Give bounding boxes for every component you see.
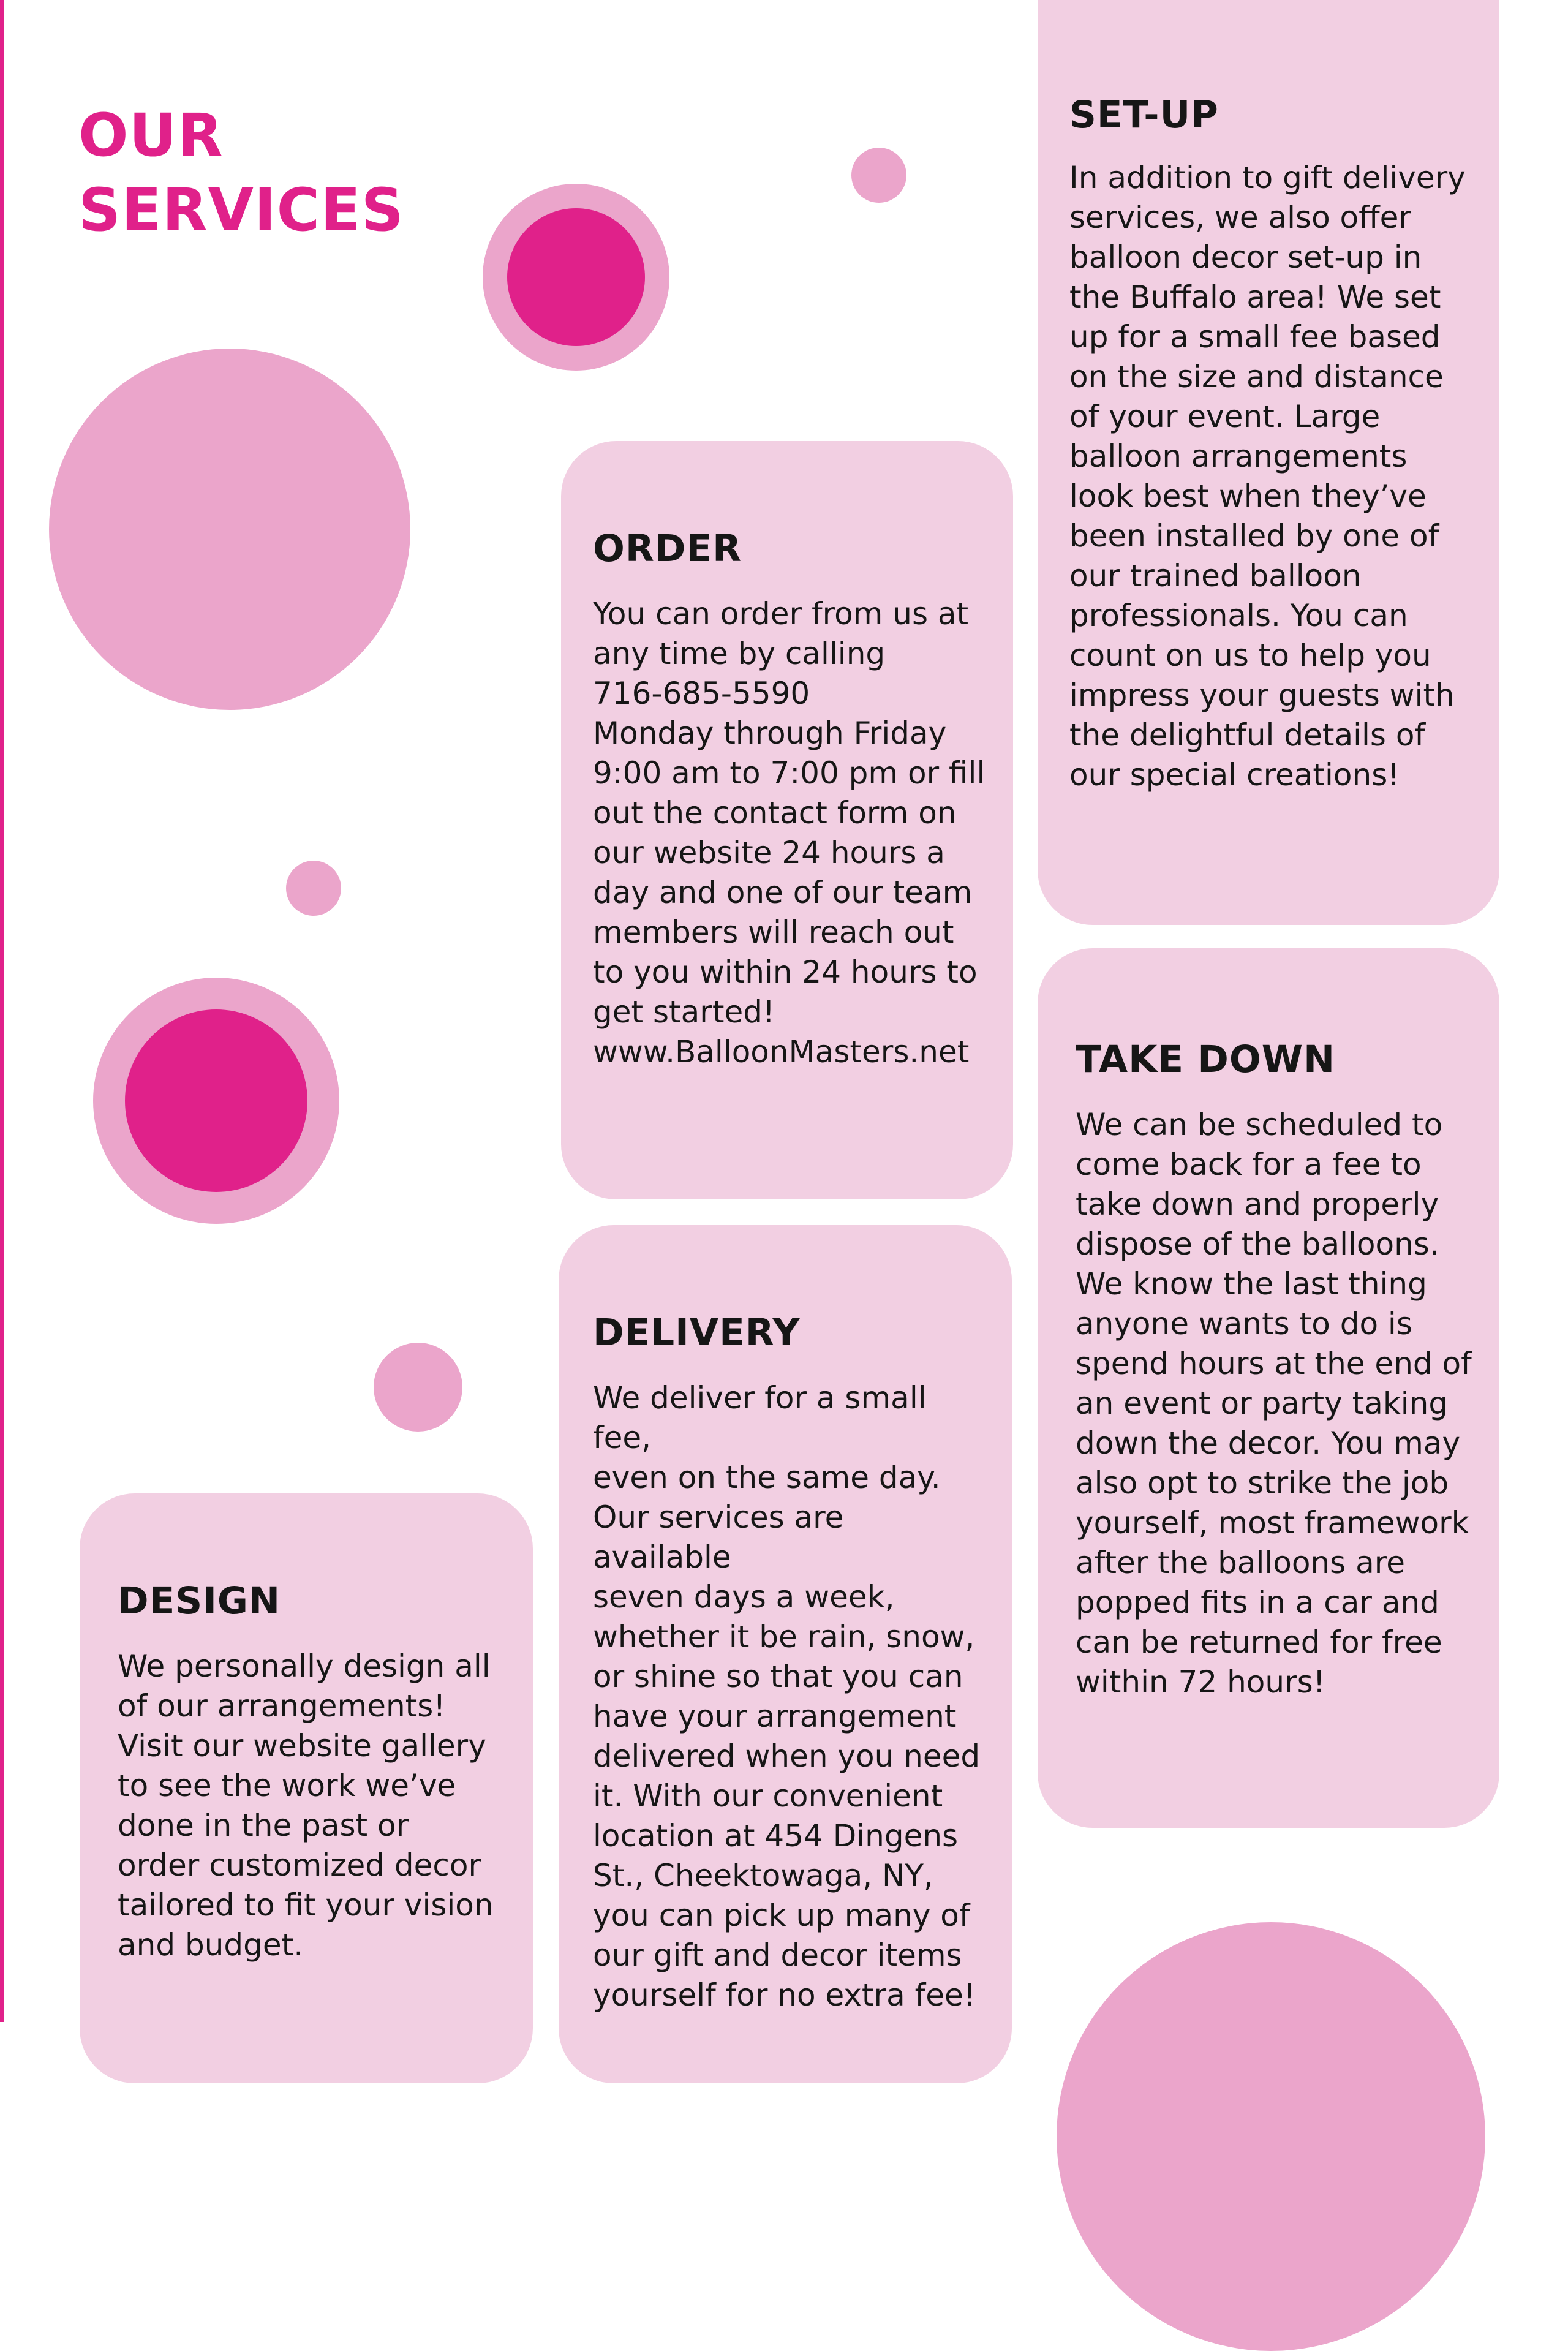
service-body-setup: In addition to gift delivery services, we also offer balloon decor set-up in the Buffalo area! We set up for a small fee based on the size and distance of your event. Large balloon arrangements look best when they’ve been installed by one of our trained balloon professionals. You can count on us to help you impress your guests with the delightful details of our special creations!	[1069, 160, 1466, 793]
service-body-design: We personally design all of our arrangements! Visit our website gallery to see the work we’ve done in the past or order customized decor tailored to fit your vision and budget.	[118, 1648, 494, 1963]
balloon-bottom-right	[1057, 1922, 1485, 2351]
balloon-small-mid	[374, 1343, 462, 1432]
page-title-text: OUR SERVICES	[78, 101, 404, 244]
service-body-delivery: We deliver for a small fee, even on the same day. Our services are available seven days a week, whether it be rain, snow, or shine so that you can have your arrangement delivered when you need it. With our convenient location at 454 Dingens St., Cheektowaga, NY, you can pick up many of our gift and decor items yourself for no extra fee!	[593, 1380, 981, 2013]
balloon-large-left	[49, 349, 410, 710]
service-heading-take-down: TAKE DOWN	[1076, 1038, 1336, 1081]
service-heading-delivery: DELIVERY	[593, 1311, 801, 1354]
page-edge-bar	[0, 0, 4, 2022]
service-body-order: You can order from us at any time by calling 716-685-5590 Monday through Friday 9:00 am to 7:00 pm or fill out the contact form on our website 24 hours a day and one of our team members will reach out to you within 24 hours to get started! www.BalloonMasters.net	[593, 596, 986, 1070]
service-card-take-down	[1038, 948, 1499, 1828]
balloon-core-left	[125, 1009, 307, 1192]
page-title	[78, 98, 458, 247]
service-heading-order: ORDER	[593, 527, 742, 570]
service-body-take-down: We can be scheduled to come back for a fee to take down and properly dispose of the balloons. We know the last thing anyone wants to do is spend hours at the end of an event or party taking down the decor. You may also opt to strike the job yourself, most framework after the balloons are popped fits in a car and can be returned for free within 72 hours!	[1076, 1107, 1472, 1700]
balloon-core-top	[507, 208, 645, 346]
service-heading-design: DESIGN	[118, 1579, 281, 1623]
service-card-setup	[1038, 0, 1499, 925]
balloon-small-left	[286, 861, 341, 916]
service-card-order	[561, 441, 1013, 1199]
balloon-small-top	[851, 148, 907, 203]
service-card-delivery	[559, 1225, 1012, 2083]
service-card-design	[80, 1493, 533, 2083]
service-heading-setup: SET-UP	[1069, 93, 1219, 137]
